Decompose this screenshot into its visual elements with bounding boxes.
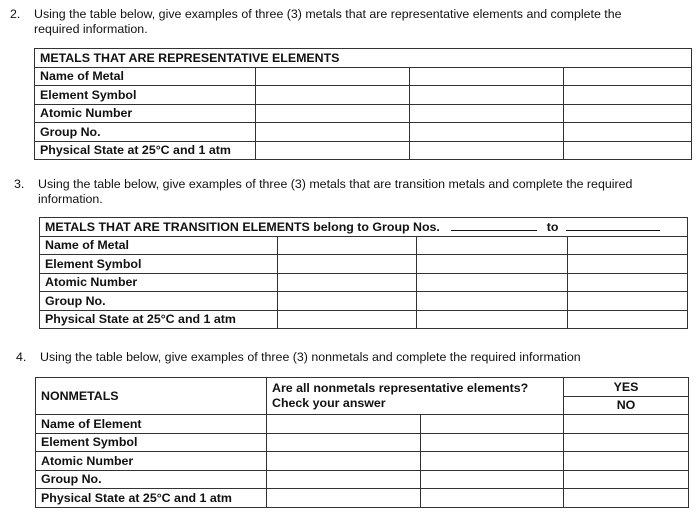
row-label: Element Symbol [35,86,256,105]
table-row [40,310,688,329]
row-label: Physical State at 25°C and 1 atm [36,489,267,508]
answer-cell[interactable] [410,104,564,123]
group-to-blank[interactable] [566,220,660,231]
to-label: to [546,219,559,234]
answer-cell[interactable] [564,67,692,86]
row-label: Physical State at 25°C and 1 atm [35,141,256,160]
question-4-number: 4. [16,350,27,364]
answer-cell[interactable] [564,433,689,452]
answer-cell[interactable] [278,236,417,255]
answer-cell[interactable] [421,433,564,452]
table-row [35,67,692,86]
answer-cell[interactable] [267,433,421,452]
table-header-row [35,49,692,68]
row-label: Group No. [40,292,278,311]
answer-cell[interactable] [421,470,564,489]
table-row [36,433,689,452]
table-row [35,141,692,160]
table-row [40,273,688,292]
no-option[interactable]: NO [616,398,636,413]
table-header-text: METALS THAT ARE TRANSITION ELEMENTS belong to Group Nos. [45,219,440,234]
question-3-line-2: information. [38,192,103,206]
row-label: Group No. [36,470,267,489]
table-header: METALS THAT ARE REPRESENTATIVE ELEMENTS [35,49,692,68]
row-label: Physical State at 25°C and 1 atm [40,310,278,329]
answer-cell[interactable] [417,236,568,255]
question-line-2: Check your answer [272,396,386,410]
yes-no-options [564,378,688,414]
yes-option[interactable]: YES [564,378,688,396]
answer-cell[interactable] [568,236,688,255]
group-from-blank[interactable] [451,220,537,231]
answer-cell[interactable] [256,123,410,142]
row-label: Atomic Number [40,273,278,292]
answer-cell[interactable] [564,415,689,434]
answer-cell[interactable] [278,255,417,274]
answer-cell[interactable] [564,104,692,123]
table-row [36,489,689,508]
answer-cell[interactable] [417,273,568,292]
table-row [36,470,689,489]
yes-no-cell [564,378,689,415]
answer-cell[interactable] [410,67,564,86]
question-line-1: Are all nonmetals representative elements? [272,381,529,395]
table-row [35,86,692,105]
question-3-number: 3. [14,177,25,191]
answer-cell[interactable] [267,415,421,434]
table-row [40,236,688,255]
table-row [36,415,689,434]
representative-metals-table [34,48,692,160]
answer-cell[interactable] [256,104,410,123]
row-label: Atomic Number [35,104,256,123]
table-row [40,255,688,274]
answer-cell[interactable] [421,415,564,434]
answer-cell[interactable] [256,67,410,86]
row-label: Name of Metal [40,236,278,255]
question-2-line-2: required information. [34,22,148,36]
table-header-row [40,218,688,237]
answer-cell[interactable] [417,292,568,311]
answer-cell[interactable] [267,489,421,508]
answer-cell[interactable] [564,489,689,508]
answer-cell[interactable] [568,255,688,274]
question-2-line-1: Using the table below, give examples of three (3) metals that are representative elements and complete the [34,7,622,21]
representative-question [267,378,564,415]
answer-cell[interactable] [410,123,564,142]
answer-cell[interactable] [421,452,564,471]
row-label: Atomic Number [36,452,267,471]
answer-cell[interactable] [256,86,410,105]
question-4-line-1: Using the table below, give examples of three (3) nonmetals and complete the required information [40,350,581,364]
answer-cell[interactable] [410,86,564,105]
row-label: Element Symbol [36,433,267,452]
nonmetals-label: NONMETALS [36,378,267,415]
answer-cell[interactable] [278,310,417,329]
answer-cell[interactable] [564,123,692,142]
answer-cell[interactable] [564,470,689,489]
table-row [35,123,692,142]
answer-cell[interactable] [278,292,417,311]
answer-cell[interactable] [421,489,564,508]
row-label: Element Symbol [40,255,278,274]
answer-cell[interactable] [564,86,692,105]
question-4 [16,350,696,366]
question-3 [14,177,694,209]
table-header [40,218,688,237]
row-label: Name of Metal [35,67,256,86]
table-row [40,292,688,311]
answer-cell[interactable] [417,310,568,329]
table-header-row [36,378,689,415]
answer-cell[interactable] [410,141,564,160]
question-3-line-1: Using the table below, give examples of three (3) metals that are transition metals and complete the required [38,177,633,191]
answer-cell[interactable] [267,470,421,489]
answer-cell[interactable] [568,310,688,329]
answer-cell[interactable] [256,141,410,160]
answer-cell[interactable] [278,273,417,292]
answer-cell[interactable] [568,292,688,311]
table-row [36,452,689,471]
nonmetals-table [35,377,689,508]
answer-cell[interactable] [564,141,692,160]
table-row [35,104,692,123]
row-label: Name of Element [36,415,267,434]
answer-cell[interactable] [564,452,689,471]
question-2-number: 2. [10,7,21,21]
row-label: Group No. [35,123,256,142]
transition-metals-table [39,217,688,329]
answer-cell[interactable] [267,452,421,471]
answer-cell[interactable] [568,273,688,292]
question-2 [10,7,690,39]
answer-cell[interactable] [417,255,568,274]
